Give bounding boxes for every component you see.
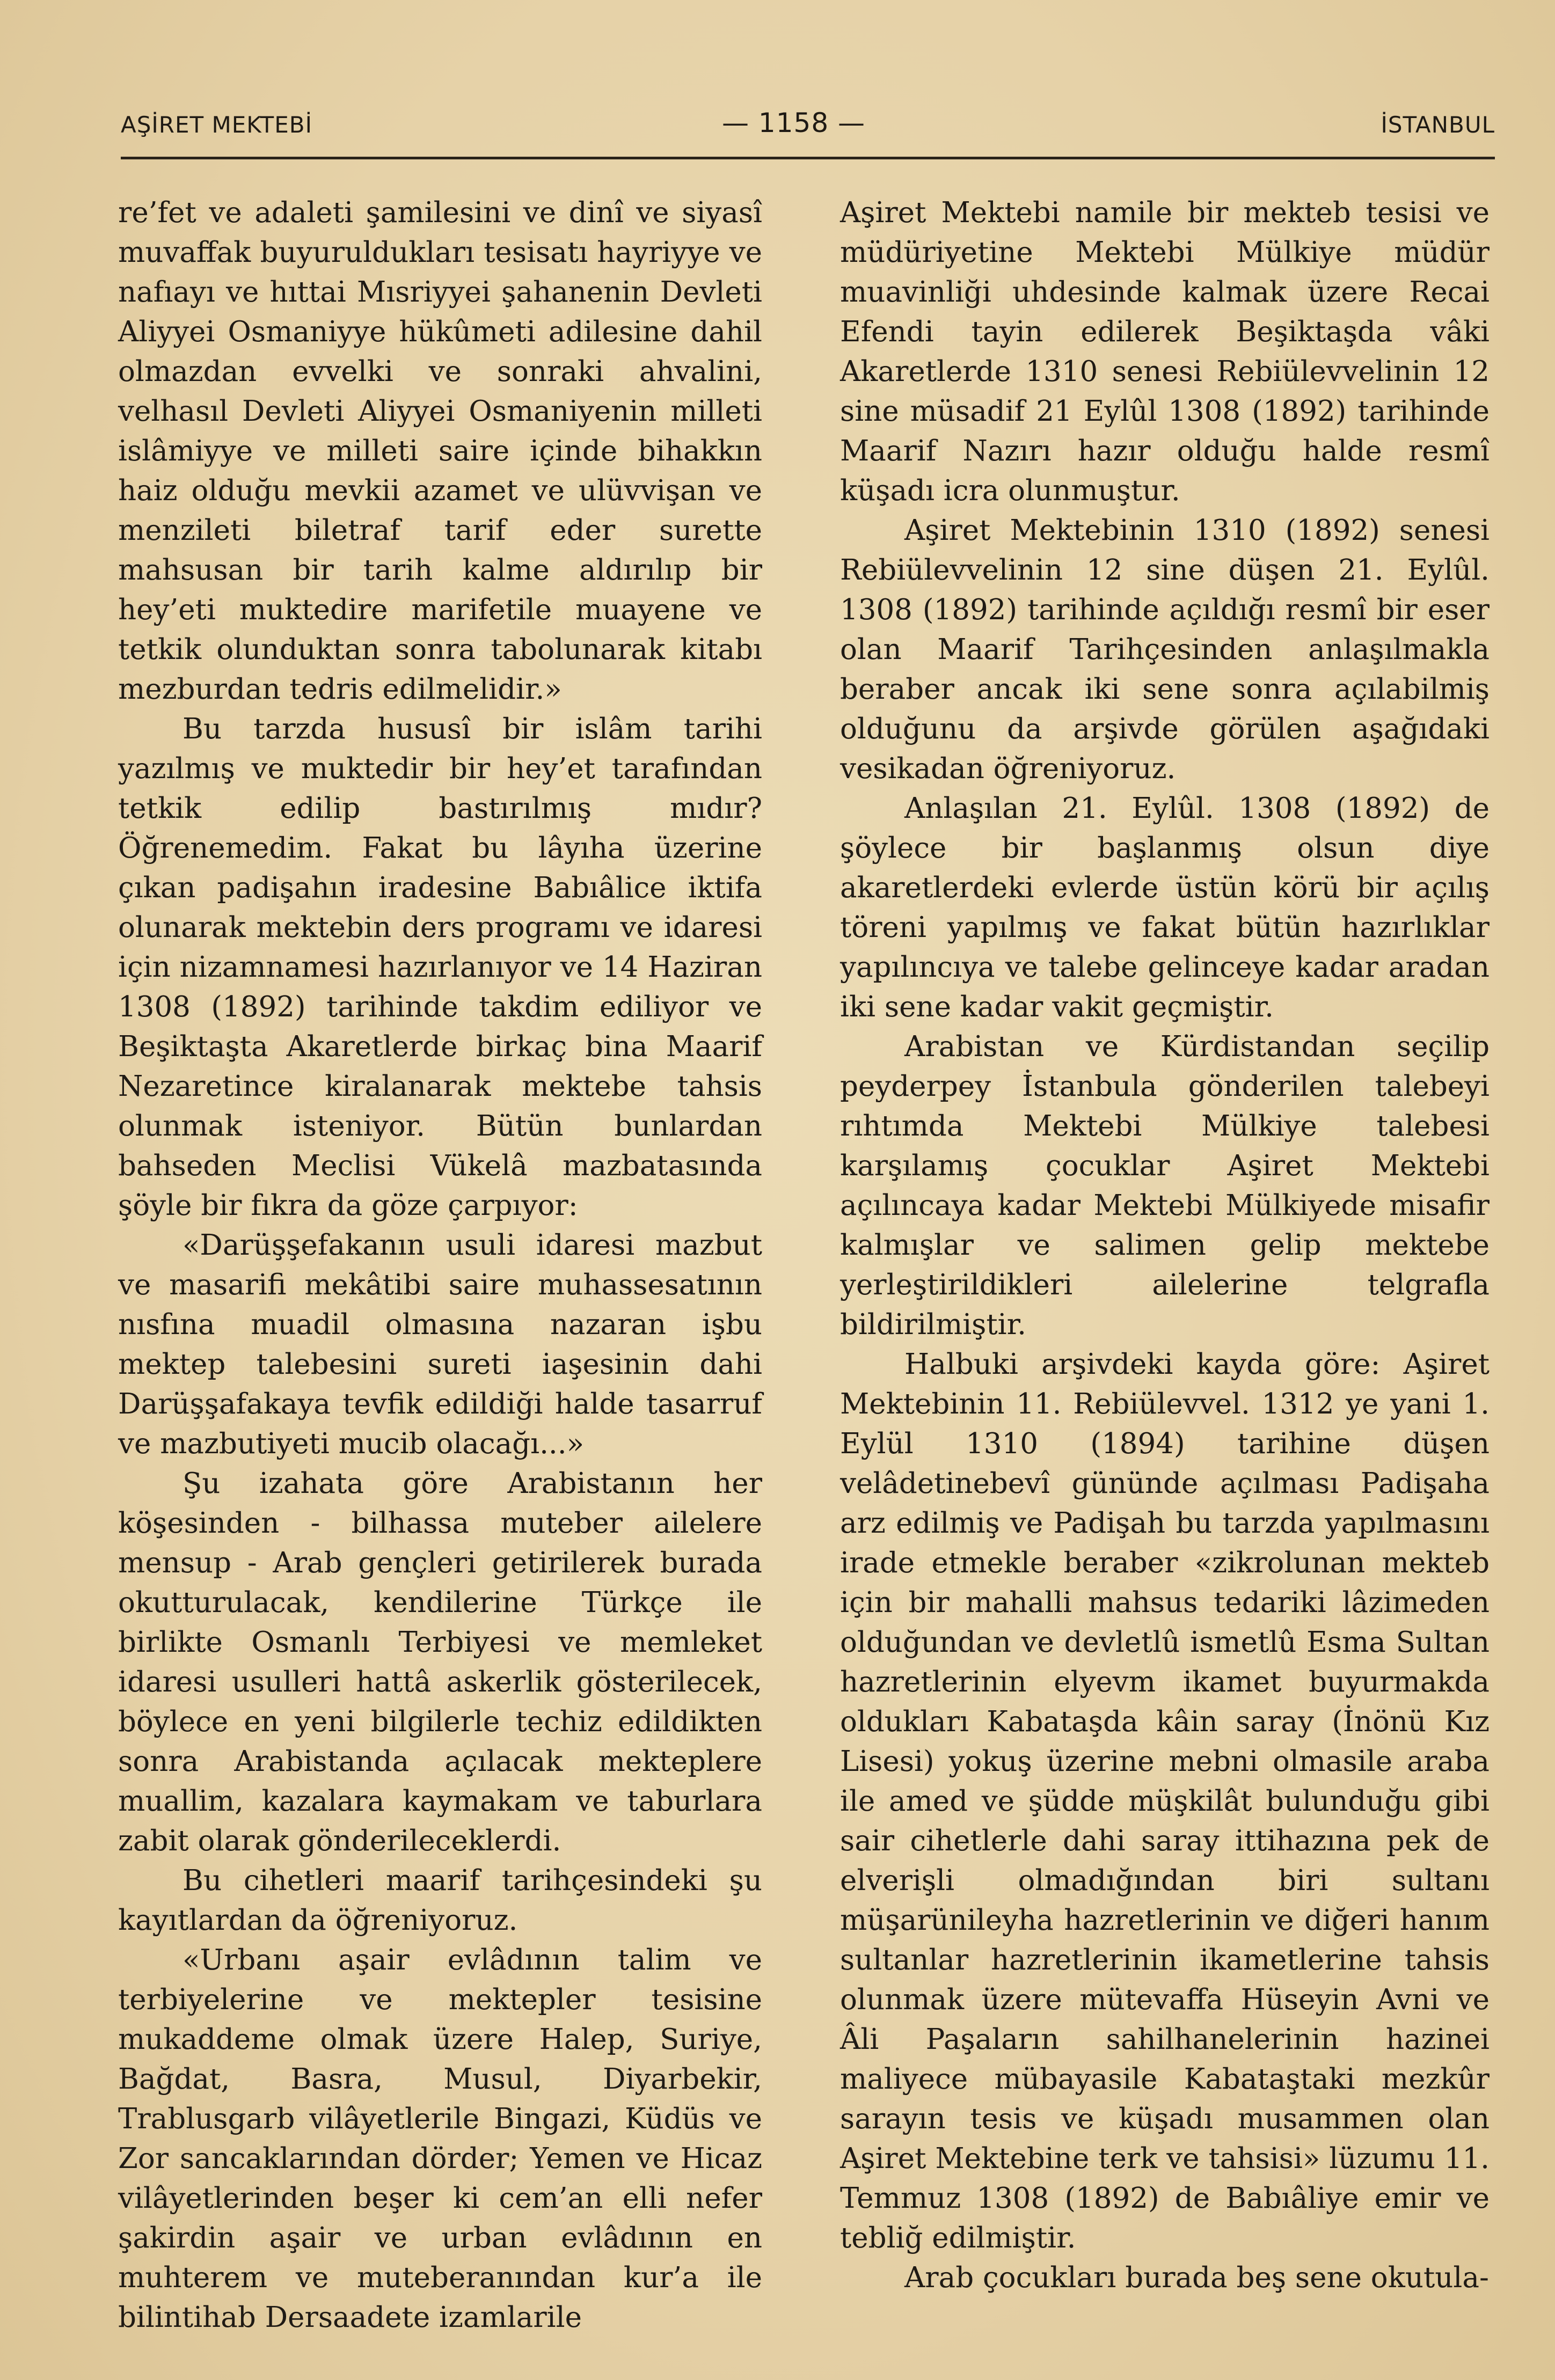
paragraph: Aşiret Mektebi namile bir mekteb tesisi ve müdüriyetine Mektebi Mülkiye müdür muavinliği uhdesinde kalmak üzere Recai Efendi tayin edilerek Beşiktaşda vâki Akaretlerde 1310 senesi Rebiülevvelinin 12 sine müsadif 21 Eylûl 1308 (1892) tarihinde Maarif Nazırı hazır olduğu halde resmî küşadı icra olunmuştur.: [840, 196, 1490, 507]
paragraph: Arab çocukları burada beş sene okutula-: [904, 2261, 1489, 2294]
paragraph: Bu cihetleri maarif tarihçesindeki şu kayıtlardan da öğreniyoruz.: [118, 1864, 762, 1937]
quote-paragraph: «Urbanı aşair evlâdının talim ve terbiyelerine ve mektepler tesisine mukaddeme olmak üzere Halep, Suriye, Bağdat, Basra, Musul, Diyarbekir, Trablusgarb vilâyetlerile Bingazi, Küdüs ve Zor sancaklarından dörder; Yemen ve Hicaz vilâyetlerinden beşer ki cem’an elli nefer şakirdin aşair ve urban evlâdının en muhterem ve muteberanından kur’a ile bilintihab Dersaadete izamlarile: [118, 1944, 762, 2334]
paragraph: Anlaşılan 21. Eylûl. 1308 (1892) de şöylece bir başlanmış olsun diye akaretlerdeki evlerde üstün körü bir açılış töreni yapılmış ve fakat bütün hazırlıklar yapılıncıya ve talebe gelinceye kadar aradan iki sene kadar vakit geçmiştir.: [840, 792, 1490, 1023]
left-column: [118, 193, 762, 2338]
running-head-section: İSTANBUL: [1381, 112, 1495, 138]
header-rule: [121, 157, 1495, 159]
running-head: [121, 107, 1495, 145]
running-head-title: AŞİRET MEKTEBİ: [121, 112, 312, 138]
paragraph: Halbuki arşivdeki kayda göre: Aşiret Mektebinin 11. Rebiülevvel. 1312 ye yani 1. Eylül 1310 (1894) tarihine düşen velâdetinebevî gününde açılması Padişaha arz edilmiş ve Padişah bu tarzda yapılmasını irade etmekle beraber «zikrolunan mekteb için bir mahalli mahsus tedariki lâzimeden olduğundan ve devletlû ismetlû Esma Sultan hazretlerinin elyevm ikamet buyurmakda oldukları Kabataşda kâin saray (İnönü Kız Lisesi) yokuş üzerine mebni olmasile araba ile amed ve şüdde müşkilât bulunduğu gibi sair cihetlerle dahi saray ittihazına pek de elverişli olmadığından biri sultanı müşarünileyha hazretlerinin ve diğeri hanım sultanlar hazretlerinin ikametlerine tahsis olunmak üzere mütevaffa Hüseyin Avni ve Âli Paşaların sahilhanelerinin hazinei maliyece mübayasile Kabataştaki mezkûr sarayın tesis ve küşadı musammen olan Aşiret Mektebine terk ve tahsisi» lüzumu 11. Temmuz 1308 (1892) de Babıâliye emir ve tebliğ edilmiştir.: [840, 1348, 1490, 2254]
right-column: [840, 193, 1490, 2298]
paragraph: Arabistan ve Kürdistandan seçilip peyderpey İstanbula gönderilen talebeyi rıhtımda Mektebi Mülkiye talebesi karşılamış çocuklar Aşiret Mektebi açılıncaya kadar Mektebi Mülkiyede misafir kalmışlar ve salimen gelip mektebe yerleştirildikleri ailelerine telgrafla bildirilmiştir.: [840, 1030, 1490, 1341]
paragraph: Bu tarzda hususî bir islâm tarihi yazılmış ve muktedir bir hey’et tarafından tetkik edilip bastırılmış mıdır? Öğrenemedim. Fakat bu lâyıha üzerine çıkan padişahın iradesine Babıâlice iktifa olunarak mektebin ders programı ve idaresi için nizamnamesi hazırlanıyor ve 14 Haziran 1308 (1892) tarihinde takdim ediliyor ve Beşiktaşta Akaretlerde birkaç bina Maarif Nezaretince kiralanarak mektebe tahsis olunmak isteniyor. Bütün bunlardan bahseden Meclisi Vükelâ mazbatasında şöyle bir fıkra da göze çarpıyor:: [118, 713, 762, 1222]
paragraph: Aşiret Mektebinin 1310 (1892) senesi Rebiülevvelinin 12 sine düşen 21. Eylûl. 1308 (1892) tarihinde açıldığı resmî bir eser olan Maarif Tarihçesinden anlaşılmakla beraber ancak iki sene sonra açılabilmiş olduğunu da arşivde görülen aşağıdaki vesikadan öğreniyoruz.: [840, 514, 1490, 785]
page-number: — 1158 —: [722, 107, 866, 138]
quote-paragraph: «Darüşşefakanın usuli idaresi mazbut ve masarifi mekâtibi saire muhassesatının nısfına muadil olmasına nazaran işbu mektep talebesini sureti iaşesinin dahi Darüşşafakaya tevfik edildiği halde tasarruf ve mazbutiyeti mucib olacağı...»: [118, 1229, 762, 1460]
paragraph: Şu izahata göre Arabistanın her köşesinden - bilhassa muteber ailelere mensup - Arab gençleri getirilerek burada okutturulacak, kendilerine Türkçe ile birlikte Osmanlı Terbiyesi ve memleket idaresi usulleri hattâ askerlik gösterilecek, böylece en yeni bilgilerle techiz edildikten sonra Arabistanda açılacak mekteplere muallim, kazalara kaymakam ve taburlara zabit olarak gönderileceklerdi.: [118, 1467, 762, 1857]
paragraph: re’fet ve adaleti şamilesini ve dinî ve siyasî muvaffak buyuruldukları tesisatı hayriyye ve nafıayı ve hıttai Mısriyyei şahanenin Devleti Aliyyei Osmaniyye hükûmeti adilesine dahil olmazdan evvelki ve sonraki ahvalini, velhasıl Devleti Aliyyei Osmaniyenin milleti islâmiyye ve milleti saire içinde bihakkın haiz olduğu mevkii azamet ve ulüvvişan ve menzileti biletraf tarif eder surette mahsusan bir tarih kalme aldırılıp bir hey’eti muktedire marifetile muayene ve tetkik olunduktan sonra tabolunarak kitabı mezburdan tedris edilmelidir.»: [118, 196, 762, 706]
